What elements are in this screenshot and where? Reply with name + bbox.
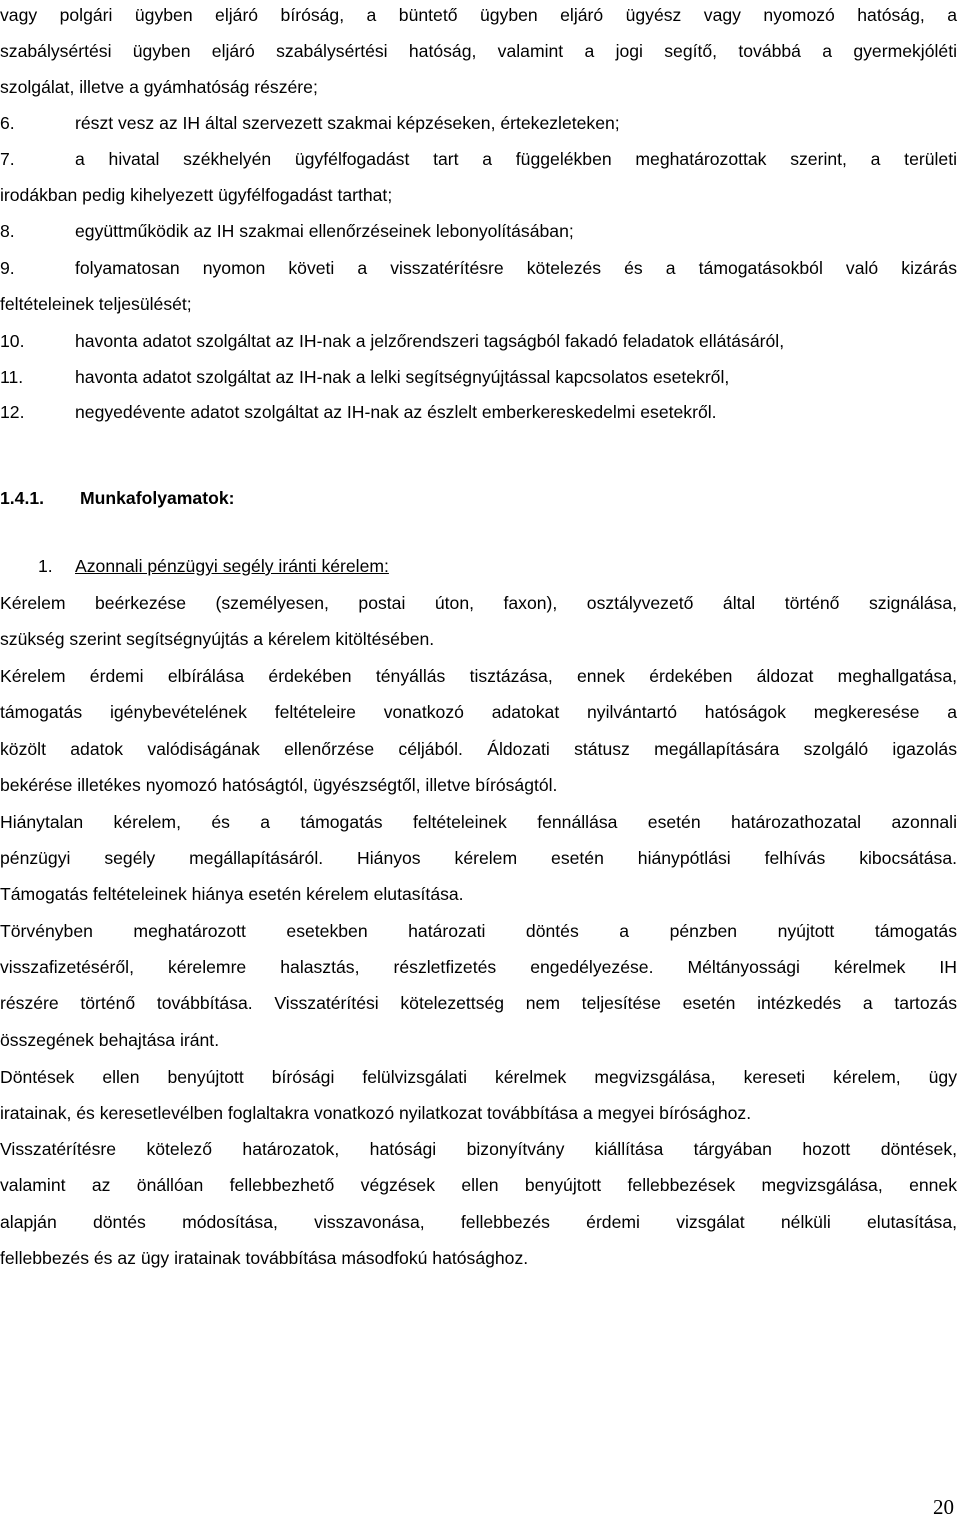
paragraph-line: valamint az önállóan fellebbezhető végzések ellen benyújtott fellebbezések megvizsgálása, ennek <box>0 1175 957 1195</box>
paragraph-line: közölt adatok valódiságának ellenőrzése céljából. Áldozati státusz megállapítására szolgáló igazolás <box>0 739 957 759</box>
paragraph-line: támogatás igénybevételének feltételeire vonatkozó adatokat nyilvántartó hatóságok megkeresése a <box>0 702 957 722</box>
list-item-continuation: feltételeinek teljesülését; <box>0 294 192 314</box>
paragraph-line: Hiánytalan kérelem, és a támogatás feltételeinek fennállása esetén határozathozatal azonnali <box>0 812 957 832</box>
list-item-text: a hivatal székhelyén ügyfélfogadást tart a függelékben meghatározottak szerint, a területi <box>75 149 957 169</box>
paragraph-line: visszafizetéséről, kérelemre halasztás, részletfizetés engedélyezése. Méltányossági kérelmek IH <box>0 957 957 977</box>
text-line: vagy polgári ügyben eljáró bíróság, a büntető ügyben eljáró ügyész vagy nyomozó hatóság, a <box>0 5 957 25</box>
list-item <box>0 401 957 423</box>
paragraph-line: Törvényben meghatározott esetekben határozati döntés a pénzben nyújtott támogatás <box>0 921 957 941</box>
list-item-number: 12. <box>0 402 25 422</box>
list-item <box>0 112 957 134</box>
subsection-heading-title: Azonnali pénzügyi segély iránti kérelem: <box>75 556 389 576</box>
list-item-number: 8. <box>0 221 15 241</box>
list-item-number: 10. <box>0 331 25 351</box>
list-item-number: 9. <box>0 258 15 278</box>
subsection-heading-number: 1. <box>38 556 53 576</box>
list-item <box>0 220 957 242</box>
paragraph-line: Kérelem érdemi elbírálása érdekében tényállás tisztázása, ennek érdekében áldozat meghallgatása, <box>0 666 957 686</box>
paragraph-line: iratainak, és keresetlevélben foglaltakra vonatkozó nyilatkozat továbbítása a megyei bírósághoz. <box>0 1103 752 1123</box>
paragraph-line: összegének behajtása iránt. <box>0 1030 220 1050</box>
list-item-text: együttműködik az IH szakmai ellenőrzéseinek lebonyolításában; <box>75 221 574 241</box>
text-line: szolgálat, illetve a gyámhatóság részére; <box>0 77 318 97</box>
paragraph-line: Visszatérítésre kötelező határozatok, hatósági bizonyítvány kiállítása tárgyában hozott döntések, <box>0 1139 957 1159</box>
paragraph-line: alapján döntés módosítása, visszavonása, fellebbezés érdemi vizsgálat nélküli elutasítása, <box>0 1212 957 1232</box>
paragraph-line: Támogatás feltételeinek hiánya esetén kérelem elutasítása. <box>0 884 464 904</box>
list-item-number: 6. <box>0 113 15 133</box>
paragraph-line: bekérése illetékes nyomozó hatóságtól, ügyészségtől, illetve bíróságtól. <box>0 775 558 795</box>
list-item-text: folyamatosan nyomon követi a visszatérítésre kötelezés és a támogatásokból való kizárás <box>75 258 957 278</box>
list-item-text: havonta adatot szolgáltat az IH-nak a jelzőrendszeri tagságból fakadó feladatok ellátásáról, <box>75 331 785 351</box>
paragraph-line: szükség szerint segítségnyújtás a kérelem kitöltésében. <box>0 629 435 649</box>
list-item-continuation: irodákban pedig kihelyezett ügyfélfogadást tarthat; <box>0 185 393 205</box>
paragraph-line: fellebbezés és az ügy iratainak továbbítása másodfokú hatósághoz. <box>0 1248 529 1268</box>
section-heading <box>0 487 234 509</box>
section-heading-number: 1.4.1. <box>0 488 45 508</box>
list-item <box>0 148 957 170</box>
list-item-number: 7. <box>0 149 15 169</box>
paragraph-line: pénzügyi segély megállapításáról. Hiányos kérelem esetén hiánypótlási felhívás kibocsátása. <box>0 848 957 868</box>
section-heading-title: Munkafolyamatok: <box>80 488 235 508</box>
list-item <box>0 330 957 352</box>
paragraph-line: Kérelem beérkezése (személyesen, postai úton, faxon), osztályvezető által történő szignálása, <box>0 593 957 613</box>
subsection-heading <box>38 555 389 577</box>
paragraph-line: Döntések ellen benyújtott bírósági felülvizsgálati kérelmek megvizsgálása, kereseti kérelem, ügy <box>0 1067 957 1087</box>
list-item <box>0 366 957 388</box>
page-number: 20 <box>933 1495 954 1519</box>
paragraph-line: részére történő továbbítása. Visszatérítési kötelezettség nem teljesítése esetén intézkedés a tartozás <box>0 993 957 1013</box>
list-item-text: részt vesz az IH által szervezett szakmai képzéseken, értekezleteken; <box>75 113 620 133</box>
text-line: szabálysértési ügyben eljáró szabálysértési hatóság, valamint a jogi segítő, továbbá a gyermekjóléti <box>0 41 957 61</box>
list-item-text: negyedévente adatot szolgáltat az IH-nak az észlelt emberkereskedelmi esetekről. <box>75 402 717 422</box>
list-item-number: 11. <box>0 367 24 387</box>
list-item-text: havonta adatot szolgáltat az IH-nak a lelki segítségnyújtással kapcsolatos esetekről, <box>75 367 730 387</box>
